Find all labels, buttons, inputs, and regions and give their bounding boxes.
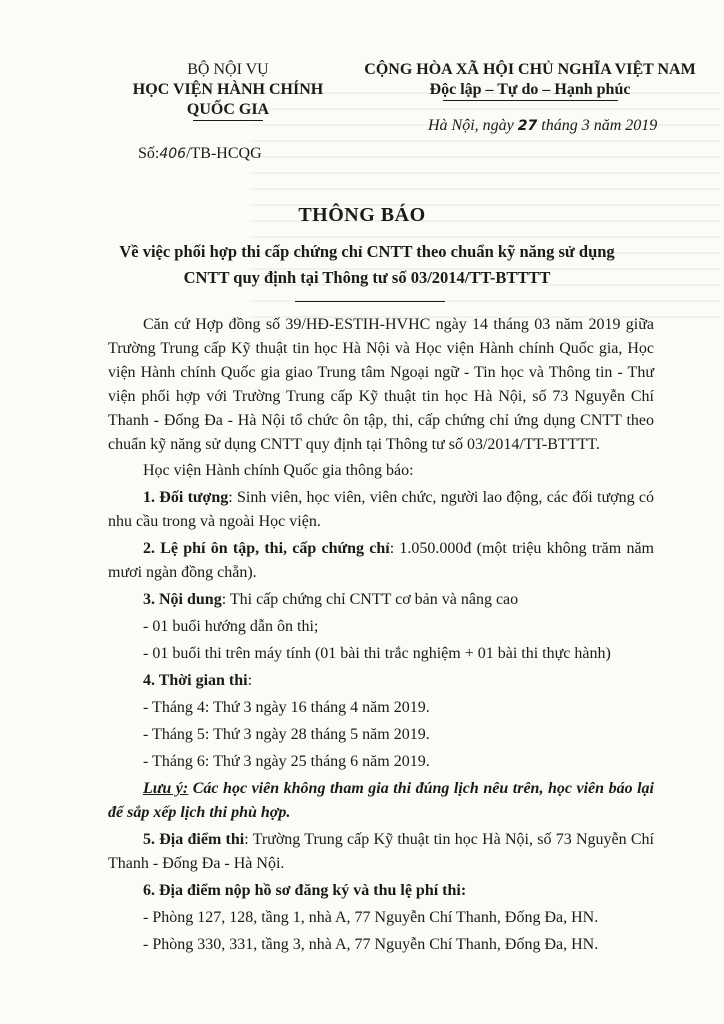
- section-3-text: : Thi cấp chứng chỉ CNTT cơ bản và nâng cao: [221, 591, 519, 608]
- issue-date: [428, 117, 657, 135]
- list-item: - 01 buổi hướng dẫn ôn thi;: [143, 618, 319, 635]
- academy-name-line1: HỌC VIỆN HÀNH CHÍNH: [132, 81, 324, 98]
- document-number: [138, 145, 262, 163]
- national-header: [345, 60, 715, 101]
- section-4-colon: :: [247, 672, 253, 689]
- document-subtitle: [60, 239, 674, 291]
- section-2-label: 2. Lệ phí ôn tập, thi, cấp chứng chỉ: [143, 540, 390, 557]
- section-1-label: 1. Đối tượng: [143, 489, 229, 506]
- note-label: Lưu ý:: [143, 780, 189, 797]
- section-5-label: 5. Địa điểm thi: [143, 831, 245, 848]
- list-item: - Tháng 4: Thứ 3 ngày 16 tháng 4 năm 2019.: [143, 699, 430, 716]
- section-2-text: : 1.050.000đ (một triệu không trăm năm mươi ngàn đồng chẵn).: [108, 540, 654, 581]
- section-4-label: 4. Thời gian thi: [143, 672, 248, 689]
- subtitle-line-1: Về việc phối hợp thi cấp chứng chỉ CNTT theo chuẩn kỹ năng sử dụng: [119, 242, 615, 261]
- section-1: [108, 486, 654, 534]
- date-day-handwritten: 27: [517, 118, 538, 134]
- date-suffix: tháng 3 năm 2019: [541, 117, 658, 134]
- document-body: [108, 313, 654, 960]
- ministry-name: BỘ NỘI VỤ: [187, 61, 269, 78]
- section-5-text: : Trường Trung cấp Kỹ thuật tin học Hà Nội, số 73 Nguyễn Chí Thanh - Đống Đa - Hà Nội.: [108, 831, 654, 872]
- issuer-underline: [193, 120, 263, 121]
- section-3: [108, 588, 654, 612]
- section-1-text: : Sinh viên, học viên, viên chức, người lao động, các đối tượng có nhu cầu trong và ngoài Học viện.: [108, 489, 655, 530]
- motto-underline: [443, 100, 618, 101]
- intro-paragraph: Căn cứ Hợp đồng số 39/HĐ-ESTIH-HVHC ngày 14 tháng 03 năm 2019 giữa Trường Trung cấp Kỹ thuật tin học Hà Nội và Học viện Hành chính Quốc gia, Học viện Hành chính Quốc gia giao Trung tâm Ngoại ngữ - Tin học và Thông tin - Thư viện phối hợp với Trường Trung cấp Kỹ thuật tin học Hà Nội, số 73 Nguyễn Chí Thanh - Đống Đa - Hà Nội tổ chức ôn tập, thi, cấp chứng chỉ ứng dụng CNTT theo chuẩn kỹ năng sử dụng CNTT quy định tại Thông tư số 03/2014/TT-BTTTT.: [108, 316, 654, 453]
- document-number-handwritten: 406: [159, 146, 187, 162]
- date-prefix: Hà Nội, ngày: [428, 117, 514, 134]
- document-title: THÔNG BÁO: [298, 204, 426, 226]
- section-5: [108, 828, 654, 876]
- list-item: - 01 buổi thi trên máy tính (01 bài thi trắc nghiệm + 01 bài thi thực hành): [143, 645, 611, 662]
- announce-line: Học viện Hành chính Quốc gia thông báo:: [143, 462, 414, 479]
- list-item: - Phòng 127, 128, tầng 1, nhà A, 77 Nguyễn Chí Thanh, Đống Đa, HN.: [143, 909, 599, 926]
- section-3-label: 3. Nội dung: [143, 591, 222, 608]
- issuer-header: [108, 60, 348, 121]
- list-item: - Tháng 5: Thứ 3 ngày 28 tháng 5 năm 2019.: [143, 726, 430, 743]
- section-2: [108, 537, 654, 585]
- republic-name: CỘNG HÒA XÃ HỘI CHỦ NGHĨA VIỆT NAM: [364, 61, 696, 78]
- section-4: [108, 669, 654, 693]
- academy-name-line2: QUỐC GIA: [186, 101, 270, 118]
- subtitle-line-2: CNTT quy định tại Thông tư số 03/2014/TT-BTTTT: [183, 268, 551, 287]
- document-number-suffix: /TB-HCQG: [186, 145, 262, 162]
- national-motto: Độc lập – Tự do – Hạnh phúc: [429, 81, 631, 98]
- note-text: Các học viên không tham gia thi đúng lịch nêu trên, học viên báo lại để sắp xếp lịch thi phù hợp.: [108, 780, 654, 821]
- section-6: [108, 879, 654, 903]
- list-item: - Phòng 330, 331, tầng 3, nhà A, 77 Nguyễn Chí Thanh, Đống Đa, HN.: [143, 936, 599, 953]
- list-item: - Tháng 6: Thứ 3 ngày 25 tháng 6 năm 2019.: [143, 753, 430, 770]
- document-number-prefix: Số:: [138, 145, 160, 162]
- note-paragraph: [108, 777, 654, 825]
- subtitle-underline: [295, 301, 445, 302]
- section-6-label: 6. Địa điểm nộp hồ sơ đăng ký và thu lệ phí thi:: [143, 882, 467, 899]
